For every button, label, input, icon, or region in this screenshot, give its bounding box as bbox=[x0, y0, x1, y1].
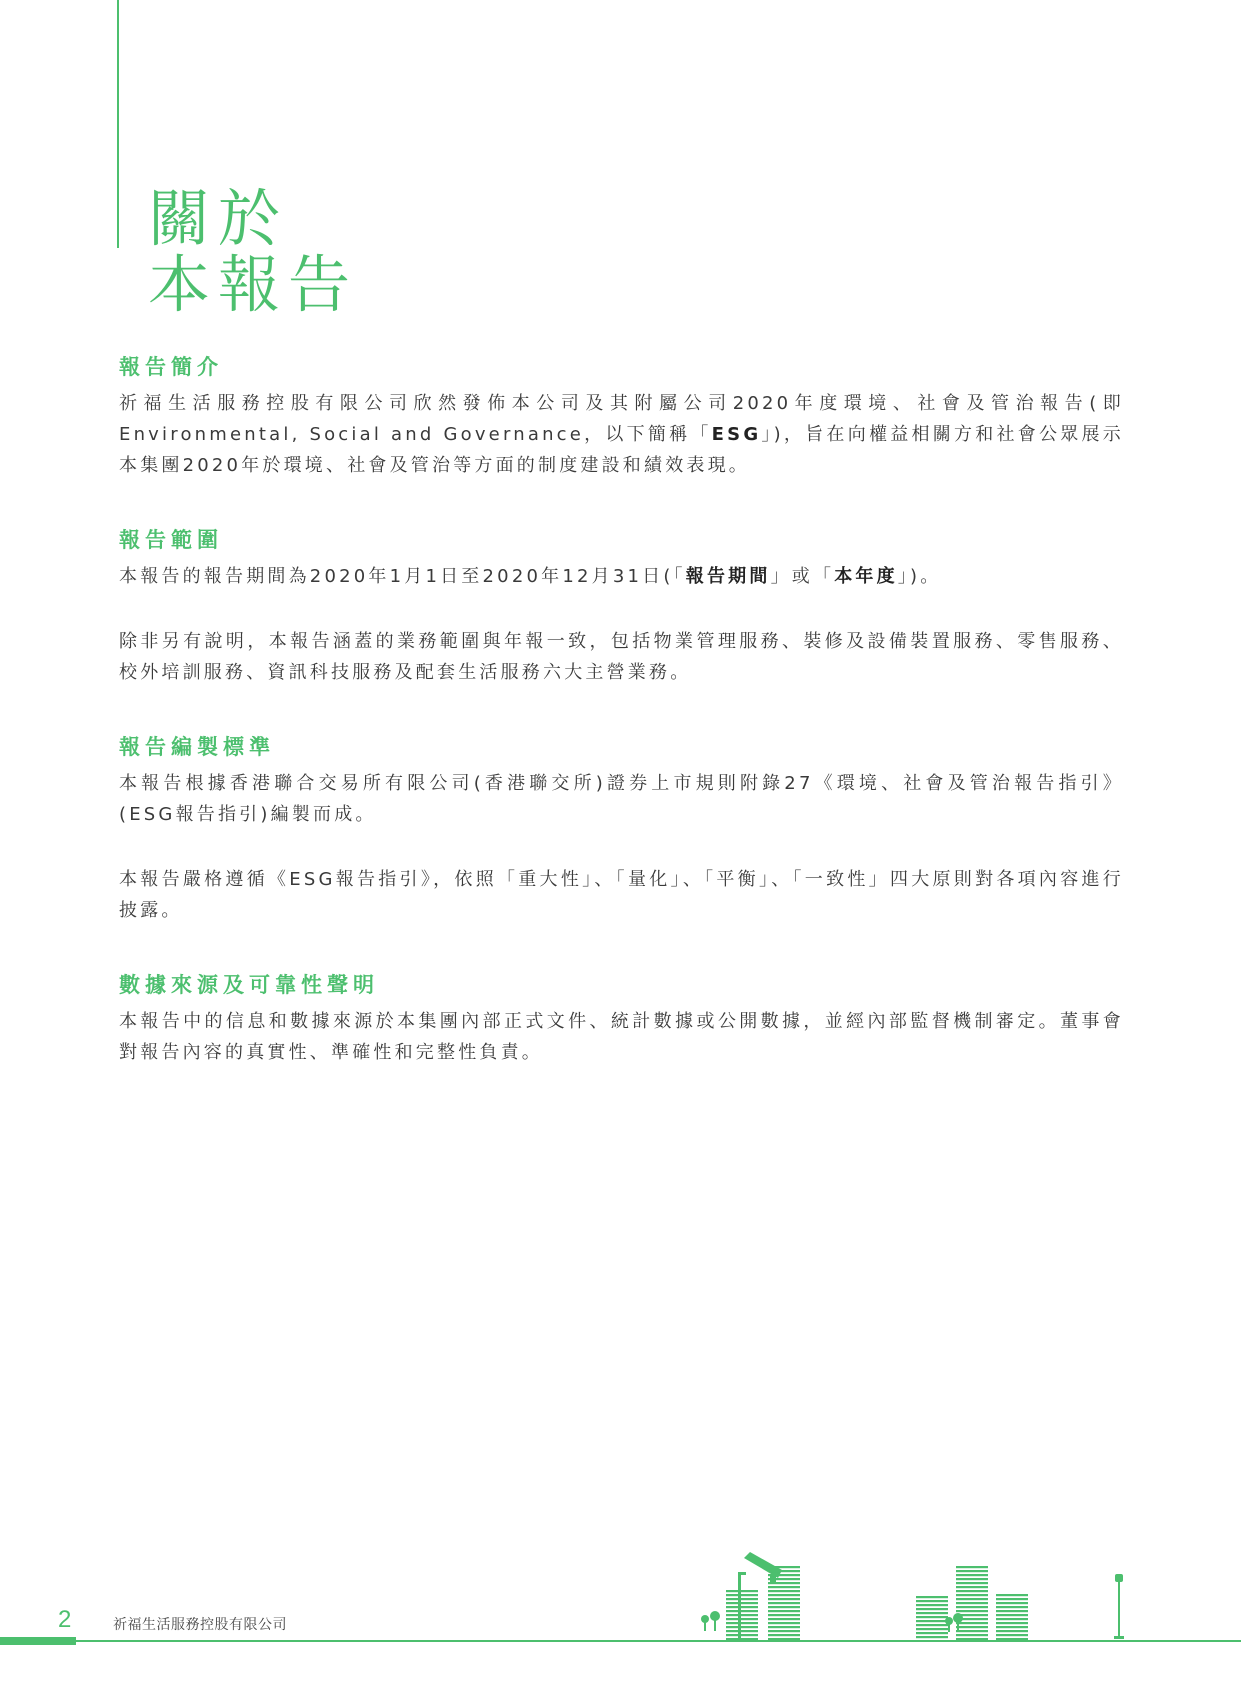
building-stripe bbox=[996, 1606, 1028, 1608]
standards-paragraph-2: 本報告嚴格遵循《ESG報告指引》，依照「重大性」、「量化」、「平衡」、「一致性」四大原則對各項內容進行披露。 bbox=[119, 869, 1124, 921]
building-stripe bbox=[726, 1594, 758, 1596]
building-stripe bbox=[768, 1598, 800, 1600]
building-stripe bbox=[956, 1622, 988, 1624]
tree-icon bbox=[701, 1611, 720, 1631]
building-stripe bbox=[916, 1616, 948, 1618]
section-heading-data-source: 數據來源及可靠性聲明 bbox=[119, 973, 379, 997]
section-heading-standards: 報告編製標準 bbox=[119, 735, 275, 759]
building-stripe bbox=[726, 1634, 758, 1636]
building-stripe bbox=[916, 1600, 948, 1602]
building-stripe bbox=[726, 1598, 758, 1600]
building-stripe bbox=[768, 1606, 800, 1608]
section-heading-intro: 報告簡介 bbox=[119, 355, 223, 379]
building-stripe bbox=[916, 1604, 948, 1606]
building-stripe bbox=[726, 1630, 758, 1632]
building-stripe bbox=[956, 1590, 988, 1592]
reporting-period-term: 報告期間 bbox=[685, 566, 771, 587]
report-body bbox=[119, 352, 1124, 1068]
building-stripe bbox=[726, 1590, 758, 1592]
building-stripe bbox=[996, 1594, 1028, 1596]
building-stripe bbox=[956, 1594, 988, 1596]
building-stripe bbox=[996, 1622, 1028, 1624]
footer-page-tab bbox=[0, 1637, 76, 1645]
page-title bbox=[148, 182, 359, 321]
building-stripe bbox=[956, 1602, 988, 1604]
building-stripe bbox=[996, 1598, 1028, 1600]
building-stripe bbox=[768, 1586, 800, 1588]
building-stripe bbox=[768, 1570, 800, 1572]
building-stripe bbox=[916, 1596, 948, 1598]
intro-paragraph bbox=[119, 388, 1124, 481]
data-source-paragraph: 本報告中的信息和數據來源於本集團內部正式文件、統計數據或公開數據，並經內部監督機制審定。董事會對報告內容的真實性、準確性和完整性負責。 bbox=[119, 1011, 1124, 1063]
page-title-line-1: 關於 bbox=[148, 182, 289, 255]
building-stripe bbox=[956, 1566, 988, 1568]
building-stripe bbox=[726, 1618, 758, 1620]
building-stripe bbox=[956, 1634, 988, 1636]
building-stripe bbox=[956, 1574, 988, 1576]
building-stripe bbox=[726, 1602, 758, 1604]
footer-rule bbox=[0, 1640, 1241, 1642]
building-stripe bbox=[768, 1578, 800, 1580]
scope-period-paragraph bbox=[119, 561, 1124, 592]
accent-vertical-line bbox=[117, 0, 119, 248]
scope-text-middle: 」或「 bbox=[770, 566, 835, 587]
building-stripe bbox=[726, 1622, 758, 1624]
skyline-illustration bbox=[690, 1530, 1130, 1642]
scope-text-before: 本報告的報告期間為2020年1月1日至2020年12月31日(「 bbox=[119, 566, 686, 587]
building-stripe bbox=[916, 1608, 948, 1610]
street-lamp-icon bbox=[1114, 1574, 1124, 1639]
building-stripe bbox=[956, 1570, 988, 1572]
building-stripe bbox=[956, 1586, 988, 1588]
building-stripe bbox=[768, 1590, 800, 1592]
building-stripe bbox=[996, 1626, 1028, 1628]
building-stripe bbox=[996, 1614, 1028, 1616]
standards-paragraph-1: 本報告根據香港聯合交易所有限公司(香港聯交所)證券上市規則附錄27《環境、社會及管治報告指引》(ESG報告指引)編製而成。 bbox=[119, 773, 1124, 825]
section-heading-scope: 報告範圍 bbox=[119, 528, 223, 552]
building-stripe bbox=[916, 1632, 948, 1634]
building-stripe bbox=[916, 1636, 948, 1638]
building-stripe bbox=[916, 1624, 948, 1626]
building-stripe bbox=[768, 1614, 800, 1616]
this-year-term: 本年度 bbox=[834, 566, 898, 587]
building-stripe bbox=[726, 1614, 758, 1616]
building-stripe bbox=[726, 1610, 758, 1612]
building-stripe bbox=[956, 1626, 988, 1628]
intro-text-after: 」)，旨在向權益相關方和社會公眾展示本集團2020年於環境、社會及管治等方面的制度建設和績效表現。 bbox=[119, 424, 1124, 476]
building-stripe bbox=[956, 1598, 988, 1600]
building-stripe bbox=[768, 1618, 800, 1620]
building-stripe bbox=[956, 1630, 988, 1632]
building-stripe bbox=[956, 1606, 988, 1608]
building-stripe bbox=[726, 1606, 758, 1608]
building-stripe bbox=[956, 1582, 988, 1584]
building-stripe bbox=[916, 1628, 948, 1630]
esg-abbrev: ESG bbox=[711, 424, 762, 445]
building-stripe bbox=[956, 1578, 988, 1580]
building-stripe bbox=[916, 1620, 948, 1622]
building-stripe bbox=[996, 1618, 1028, 1620]
footer-company-name: 祈福生活服務控股有限公司 bbox=[113, 1617, 287, 1633]
building-stripe bbox=[726, 1626, 758, 1628]
scope-business-paragraph: 除非另有說明，本報告涵蓋的業務範圍與年報一致，包括物業管理服務、裝修及設備裝置服務、零售服務、校外培訓服務、資訊科技服務及配套生活服務六大主營業務。 bbox=[119, 631, 1124, 683]
building-stripe bbox=[768, 1622, 800, 1624]
building-stripe bbox=[768, 1630, 800, 1632]
building-stripe bbox=[768, 1634, 800, 1636]
building-stripe bbox=[768, 1594, 800, 1596]
building-stripe bbox=[768, 1626, 800, 1628]
building-stripe bbox=[768, 1574, 800, 1576]
page-number: 2 bbox=[58, 1606, 72, 1633]
building-stripe bbox=[916, 1612, 948, 1614]
building-stripe bbox=[996, 1630, 1028, 1632]
page-title-line-2: 本報告 bbox=[148, 248, 359, 321]
building-stripe bbox=[768, 1602, 800, 1604]
building-stripe bbox=[768, 1582, 800, 1584]
building-stripe bbox=[768, 1566, 800, 1568]
building-stripe bbox=[996, 1634, 1028, 1636]
building-stripe bbox=[996, 1610, 1028, 1612]
building-stripe bbox=[996, 1602, 1028, 1604]
building-stripe bbox=[956, 1610, 988, 1612]
building-stripe bbox=[768, 1610, 800, 1612]
intro-text-before: 祈福生活服務控股有限公司欣然發佈本公司及其附屬公司2020年度環境、社會及管治報告(即Environmental, Social and Governance，以下簡稱「 bbox=[119, 393, 1124, 445]
scope-text-after: 」)。 bbox=[897, 566, 942, 587]
